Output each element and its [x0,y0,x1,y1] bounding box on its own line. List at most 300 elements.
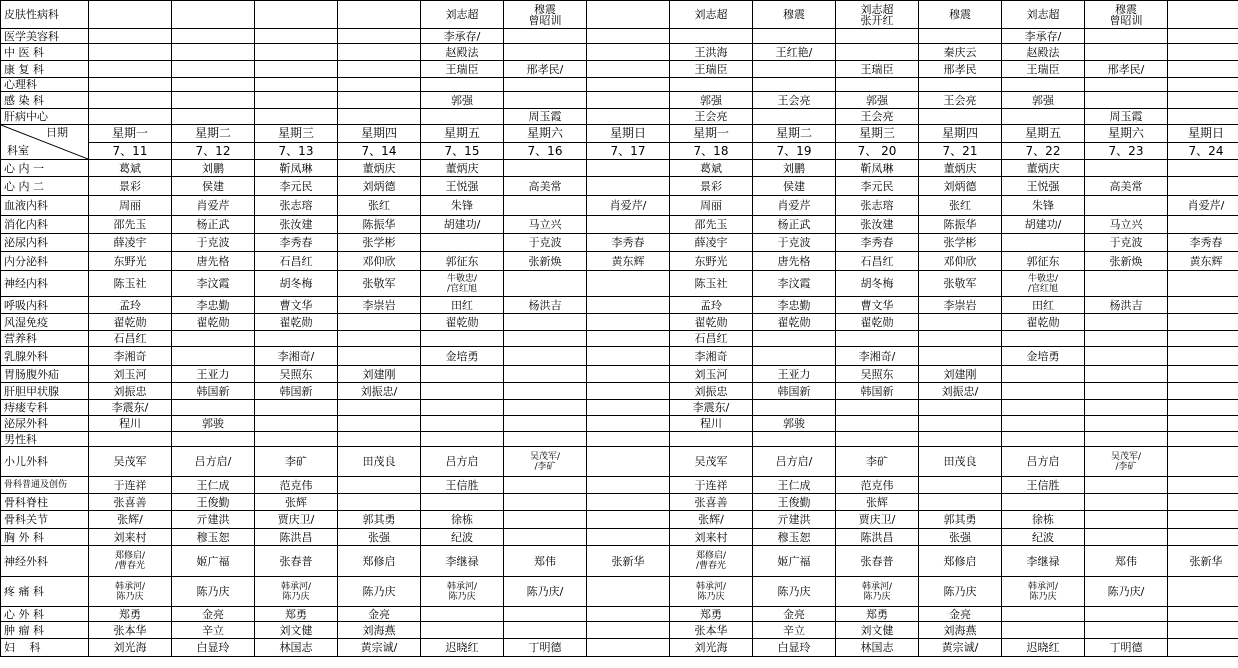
doctor-cell [1085,271,1168,297]
doctor-cell: 于克波 [172,234,255,252]
doctor-cell [1085,622,1168,639]
doctor-cell [504,607,587,622]
department-label: 心理科 [1,78,89,92]
doctor-cell: 刘建刚 [338,366,421,383]
doctor-cell [255,92,338,109]
doctor-cell [255,331,338,347]
doctor-cell: 高美常 [504,177,587,196]
doctor-cell: 吕方启 [1002,447,1085,477]
doctor-cell: 郑勇 [255,607,338,622]
doctor-cell [1002,366,1085,383]
doctor-cell [1168,577,1238,607]
doctor-cell: 孟玲 [670,297,753,314]
doctor-cell: 王红艳/ [753,44,836,61]
doctor-cell [587,447,670,477]
doctor-cell [1168,331,1238,347]
schedule-row [1,177,1238,196]
doctor-cell [1168,160,1238,177]
doctor-cell: 亓建洪 [753,511,836,529]
doctor-cell: 曹文华 [836,297,919,314]
doctor-cell: 韩承河/ 陈乃庆 [421,577,504,607]
doctor-cell: 翟乾勋 [172,314,255,331]
header-corner [1,125,89,160]
doctor-cell [1168,61,1238,78]
doctor-cell: 张敬军 [338,271,421,297]
doctor-cell: 曹文华 [255,297,338,314]
doctor-cell: 刘光海 [89,639,172,657]
date-header: 7、13 [255,143,338,160]
schedule-row [1,622,1238,639]
doctor-cell: 李秀春 [255,234,338,252]
doctor-cell: 徐栋 [421,511,504,529]
doctor-cell [1168,416,1238,432]
doctor-cell: 吕方启/ [753,447,836,477]
doctor-cell [587,160,670,177]
doctor-cell [1168,622,1238,639]
doctor-cell [172,347,255,366]
doctor-cell: 张辉 [836,494,919,511]
doctor-cell [255,78,338,92]
doctor-cell: 刘文健 [255,622,338,639]
doctor-cell [587,383,670,400]
doctor-cell: 白显玲 [172,639,255,657]
schedule-row [1,78,1238,92]
doctor-cell [919,432,1002,447]
doctor-cell: 郭其勇 [919,511,1002,529]
doctor-cell: 王瑞臣 [836,61,919,78]
doctor-cell: 张春普 [255,546,338,577]
doctor-cell [255,44,338,61]
department-label: 骨科关节 [1,511,89,529]
doctor-cell: 金培勇 [421,347,504,366]
doctor-cell: 刘志超 [421,1,504,29]
department-label: 中 医 科 [1,44,89,61]
doctor-cell [836,29,919,44]
department-label: 胃肠腹外疝 [1,366,89,383]
doctor-cell [172,432,255,447]
weekday-header: 星期日 [1168,125,1238,143]
doctor-cell: 韩承河/ 陈乃庆 [670,577,753,607]
schedule-row [1,160,1238,177]
doctor-cell: 肖爱芹/ [587,196,670,216]
doctor-cell: 杨洪吉 [504,297,587,314]
doctor-cell [504,400,587,416]
doctor-cell: 郑勇 [836,607,919,622]
doctor-cell [1002,432,1085,447]
doctor-cell [587,216,670,234]
schedule-row [1,234,1238,252]
doctor-cell: 李忠勤 [172,297,255,314]
doctor-cell: 程川 [89,416,172,432]
doctor-cell [587,511,670,529]
weekday-header: 星期六 [1085,125,1168,143]
doctor-cell: 王悦强 [1002,177,1085,196]
doctor-cell: 董炳庆 [919,160,1002,177]
department-label: 胸 外 科 [1,529,89,546]
doctor-cell: 刘志超 [1002,1,1085,29]
doctor-cell: 陈乃庆/ [504,577,587,607]
doctor-cell [89,29,172,44]
doctor-cell: 王仁成 [172,477,255,494]
weekday-header: 星期三 [255,125,338,143]
doctor-cell [504,529,587,546]
doctor-cell [172,1,255,29]
doctor-cell: 张喜善 [670,494,753,511]
doctor-cell: 郭强 [421,92,504,109]
department-label: 骨科普通及创伤 [1,477,89,494]
doctor-cell: 董炳庆 [421,160,504,177]
doctor-cell: 刘海燕 [338,622,421,639]
doctor-cell [587,607,670,622]
doctor-cell: 秦庆云 [919,44,1002,61]
doctor-cell: 孟玲 [89,297,172,314]
doctor-cell: 刘振忠 [670,383,753,400]
doctor-cell: 李震东/ [89,400,172,416]
doctor-cell [919,109,1002,125]
doctor-cell: 郑勇 [89,607,172,622]
doctor-cell: 葛斌 [670,160,753,177]
doctor-cell: 董炳庆 [1002,160,1085,177]
department-label: 痔瘘专科 [1,400,89,416]
doctor-cell [587,477,670,494]
doctor-cell [255,109,338,125]
doctor-cell [1085,400,1168,416]
doctor-cell [836,400,919,416]
doctor-cell [1085,494,1168,511]
department-label: 小儿外科 [1,447,89,477]
doctor-cell: 侯建 [753,177,836,196]
doctor-cell: 纪波 [421,529,504,546]
doctor-cell: 李湘奇/ [836,347,919,366]
doctor-cell [89,44,172,61]
doctor-cell [421,109,504,125]
doctor-cell: 田红 [1002,297,1085,314]
doctor-cell [1002,607,1085,622]
doctor-cell: 张学彬 [338,234,421,252]
schedule-row [1,639,1238,657]
department-label: 妇 科 [1,639,89,657]
doctor-cell: 李秀春 [587,234,670,252]
doctor-cell: 韩承河/ 陈乃庆 [836,577,919,607]
doctor-cell [338,109,421,125]
doctor-cell: 薛凌宇 [670,234,753,252]
doctor-cell [338,432,421,447]
doctor-cell: 穆震 曾昭训 [1085,1,1168,29]
doctor-cell [1085,92,1168,109]
doctor-cell [1085,511,1168,529]
doctor-cell: 刘志超 [670,1,753,29]
doctor-cell: 王仁成 [753,477,836,494]
doctor-cell [504,160,587,177]
doctor-cell [504,383,587,400]
doctor-cell: 靳凤琳 [255,160,338,177]
doctor-cell [1168,447,1238,477]
date-header: 7、22 [1002,143,1085,160]
schedule-row [1,1,1238,29]
doctor-cell: 高美常 [1085,177,1168,196]
doctor-cell [1168,44,1238,61]
doctor-cell [1168,494,1238,511]
doctor-cell: 韩承河/ 陈乃庆 [255,577,338,607]
doctor-cell [89,1,172,29]
doctor-cell [1168,29,1238,44]
doctor-cell: 翟乾勋 [421,314,504,331]
doctor-cell: 吴茂军/ /李矿 [504,447,587,477]
doctor-cell: 张本华 [89,622,172,639]
doctor-cell: 刘光海 [670,639,753,657]
doctor-cell: 韩国新 [836,383,919,400]
doctor-cell [587,1,670,29]
corner-date-label: 日期 [46,126,68,139]
department-label: 骨科脊柱 [1,494,89,511]
doctor-cell: 郭骏 [172,416,255,432]
doctor-cell: 翟乾勋 [753,314,836,331]
doctor-cell: 王信胜 [421,477,504,494]
doctor-cell: 黄宗诚/ [338,639,421,657]
doctor-cell: 贾庆卫/ [836,511,919,529]
doctor-cell: 韩国新 [753,383,836,400]
doctor-cell: 王瑞臣 [1002,61,1085,78]
doctor-cell: 张辉/ [670,511,753,529]
doctor-cell: 徐栋 [1002,511,1085,529]
doctor-cell: 唐先格 [172,252,255,271]
doctor-cell [421,607,504,622]
department-label: 康 复 科 [1,61,89,78]
doctor-cell: 靳凤琳 [836,160,919,177]
schedule-row [1,494,1238,511]
doctor-cell: 薛凌宇 [89,234,172,252]
corner-dept-label: 科室 [7,144,29,157]
doctor-cell [1168,1,1238,29]
doctor-cell [1168,607,1238,622]
doctor-cell [504,347,587,366]
department-label: 泌尿外科 [1,416,89,432]
doctor-cell: 马立兴 [1085,216,1168,234]
doctor-cell: 王俊勤 [753,494,836,511]
doctor-cell [338,477,421,494]
doctor-cell [1002,416,1085,432]
department-label: 内分泌科 [1,252,89,271]
schedule-row [1,44,1238,61]
doctor-cell [338,416,421,432]
schedule-row [1,347,1238,366]
doctor-cell [504,271,587,297]
doctor-cell: 吴茂军/ /李矿 [1085,447,1168,477]
doctor-cell [504,622,587,639]
doctor-cell: 林国志 [836,639,919,657]
doctor-cell: 李崇岩 [919,297,1002,314]
doctor-cell: 胡冬梅 [255,271,338,297]
doctor-cell: 于克波 [1085,234,1168,252]
doctor-cell: 邵先玉 [670,216,753,234]
doctor-cell: 郑修启/ /曹春光 [89,546,172,577]
doctor-cell: 郭强 [1002,92,1085,109]
doctor-cell: 翟乾勋 [670,314,753,331]
doctor-cell: 张汝建 [836,216,919,234]
doctor-cell [504,477,587,494]
doctor-cell: 范克伟 [255,477,338,494]
doctor-cell: 贾庆卫/ [255,511,338,529]
doctor-cell [338,1,421,29]
doctor-cell [338,44,421,61]
department-label: 风湿免疫 [1,314,89,331]
doctor-cell [338,29,421,44]
doctor-cell [1168,511,1238,529]
doctor-cell [1168,271,1238,297]
doctor-cell: 陈振华 [338,216,421,234]
doctor-cell [172,109,255,125]
doctor-cell: 王瑞臣 [421,61,504,78]
doctor-cell [670,29,753,44]
doctor-cell [1168,366,1238,383]
doctor-cell [338,61,421,78]
doctor-cell: 刘振忠 [89,383,172,400]
doctor-cell: 张汝建 [255,216,338,234]
doctor-cell [753,347,836,366]
date-header: 7、16 [504,143,587,160]
doctor-cell: 王亚力 [753,366,836,383]
doctor-cell: 穆震 [919,1,1002,29]
doctor-cell: 穆震 曾昭训 [504,1,587,29]
doctor-cell: 李汶霞 [172,271,255,297]
doctor-cell: 郭强 [670,92,753,109]
doctor-cell [89,78,172,92]
department-label: 神经内科 [1,271,89,297]
doctor-cell: 赵殿法 [421,44,504,61]
doctor-cell: 吴照东 [255,366,338,383]
doctor-cell: 王会亮 [836,109,919,125]
doctor-cell [1002,383,1085,400]
department-label: 血液内科 [1,196,89,216]
doctor-cell [670,78,753,92]
doctor-cell: 翟乾勋 [836,314,919,331]
doctor-cell [1168,383,1238,400]
doctor-cell [836,44,919,61]
doctor-cell [1002,400,1085,416]
weekday-header: 星期二 [172,125,255,143]
doctor-cell: 李矿 [255,447,338,477]
doctor-cell [587,61,670,78]
doctor-cell: 郭征东 [421,252,504,271]
date-header: 7、17 [587,143,670,160]
doctor-cell [504,29,587,44]
doctor-cell [504,416,587,432]
doctor-cell: 李湘奇 [670,347,753,366]
doctor-cell [1085,366,1168,383]
doctor-cell: 吕方启/ [172,447,255,477]
weekday-header: 星期四 [919,125,1002,143]
doctor-cell [504,44,587,61]
doctor-cell: 李秀春 [1168,234,1238,252]
doctor-cell [587,432,670,447]
doctor-cell [1085,416,1168,432]
doctor-cell: 翟乾勋 [1002,314,1085,331]
doctor-cell [338,331,421,347]
schedule-row [1,331,1238,347]
doctor-cell: 胡冬梅 [836,271,919,297]
doctor-cell: 王俊勤 [172,494,255,511]
doctor-cell [255,1,338,29]
doctor-cell [1085,44,1168,61]
doctor-cell: 杨正武 [753,216,836,234]
doctor-cell: 王洪海 [670,44,753,61]
doctor-cell: 丁明德 [504,639,587,657]
doctor-cell: 郭其勇 [338,511,421,529]
doctor-cell [255,400,338,416]
doctor-cell [919,78,1002,92]
doctor-cell: 田红 [421,297,504,314]
doctor-cell [255,416,338,432]
doctor-cell [255,61,338,78]
doctor-cell: 于克波 [753,234,836,252]
department-label: 心 外 科 [1,607,89,622]
doctor-cell: 韩承河/ 陈乃庆 [89,577,172,607]
doctor-cell [89,61,172,78]
doctor-cell [421,234,504,252]
schedule-row [1,271,1238,297]
schedule-row [1,366,1238,383]
doctor-cell [587,297,670,314]
date-header: 7、 20 [836,143,919,160]
doctor-cell: 张敬军 [919,271,1002,297]
doctor-cell: 赵殿法 [1002,44,1085,61]
doctor-cell: 王悦强 [421,177,504,196]
doctor-cell: 韩承河/ 陈乃庆 [1002,577,1085,607]
doctor-cell [587,29,670,44]
doctor-cell: 纪波 [1002,529,1085,546]
doctor-cell: 白显玲 [753,639,836,657]
department-label: 心 内 二 [1,177,89,196]
date-header: 7、14 [338,143,421,160]
doctor-cell: 郑修启 [919,546,1002,577]
doctor-cell: 陈乃庆 [338,577,421,607]
schedule-row [1,447,1238,477]
doctor-cell: 黄东辉 [587,252,670,271]
doctor-cell: 李震东/ [670,400,753,416]
doctor-cell: 李承存/ [421,29,504,44]
doctor-cell [1085,314,1168,331]
doctor-cell: 侯建 [172,177,255,196]
weekday-header: 星期五 [1002,125,1085,143]
doctor-cell [1085,347,1168,366]
doctor-cell: 王亚力 [172,366,255,383]
doctor-cell: 杨洪吉 [1085,297,1168,314]
doctor-cell: 张新焕 [504,252,587,271]
doctor-cell: 李元民 [255,177,338,196]
doctor-cell [421,78,504,92]
doctor-cell [1085,78,1168,92]
doctor-cell [1168,400,1238,416]
doctor-cell [338,494,421,511]
doctor-cell [1085,160,1168,177]
doctor-cell [172,61,255,78]
doctor-cell: 东野光 [670,252,753,271]
schedule-row [1,400,1238,416]
doctor-cell: 李矿 [836,447,919,477]
doctor-cell: 韩国新 [255,383,338,400]
schedule-row [1,314,1238,331]
weekday-header: 星期一 [670,125,753,143]
doctor-cell [421,494,504,511]
department-label: 营养科 [1,331,89,347]
schedule-row [1,61,1238,78]
doctor-cell: 范克伟 [836,477,919,494]
schedule-row [1,196,1238,216]
doctor-cell [1002,109,1085,125]
doctor-cell: 李湘奇/ [255,347,338,366]
doctor-cell: 张强 [338,529,421,546]
doctor-cell: 王会亮 [753,92,836,109]
